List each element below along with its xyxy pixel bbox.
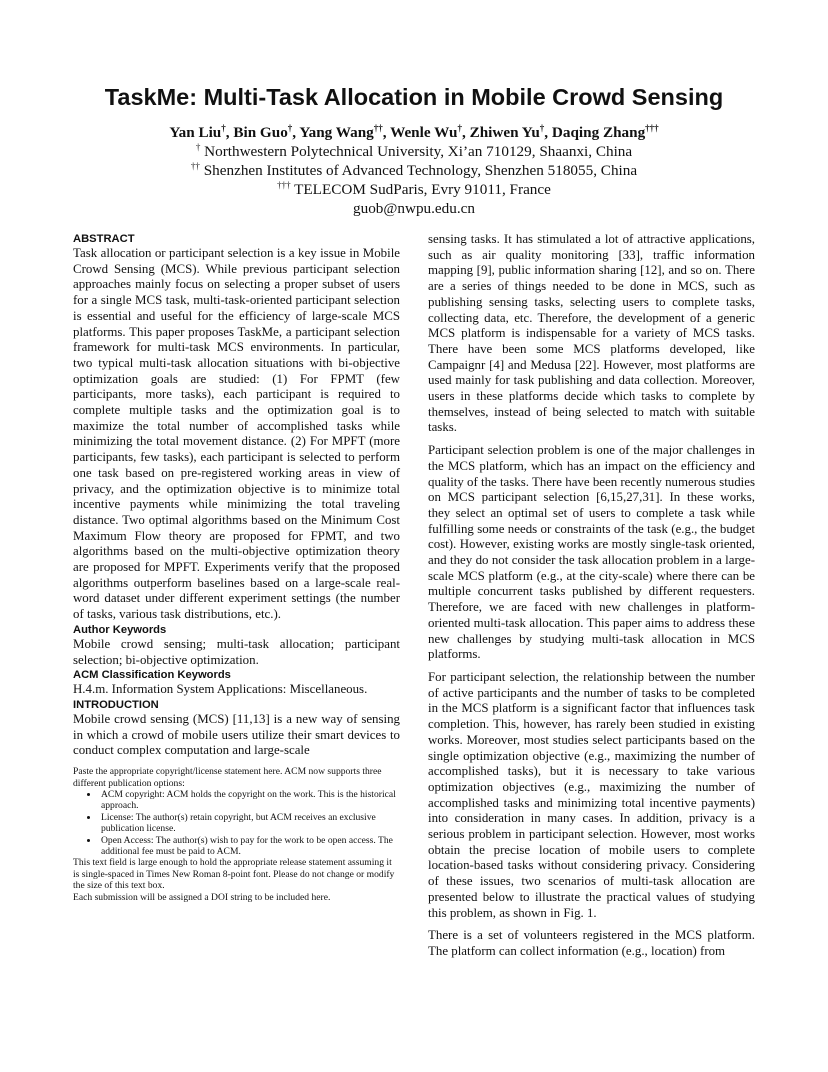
author-name: Zhiwen Yu [469, 124, 540, 141]
paper-title: TaskMe: Multi-Task Allocation in Mobile Crowd Sensing [104, 84, 724, 110]
acm-heading: ACM Classification Keywords [73, 669, 231, 682]
author-mark: † [457, 123, 462, 133]
abstract-text: Task allocation or participant selection is a key issue in Mobile Crowd Sensing (MCS). While previous participant selection approaches mainly focus on selecting a proper subset of users for a single MCS task, multi-task-oriented participant selection is essential and useful for the efficiency of large-scale MCS platforms. This paper proposes TaskMe, a participant selection framework for multi-task MCS environments. In particular, two typical multi-task allocation situations with bi-objective optimization goals are studied: (1) For FPMT (few participants, more tasks), each participant is required to complete multiple tasks and the optimization goal is to maximize the total number of accomplished tasks while minimizing the total movement distance. (2) For MPFT (more participants, few tasks), each participant is selected to perform one task based on pre-registered working areas in view of privacy, and the optimization objective is to minimize total incentive payments while minimizing the total traveling distance. Two optimal algorithms based on the Minimum Cost Maximum Flow theory are proposed for FPMT, and two algorithms based on the multi-objective optimization theory are proposed for MPFT. Experiments verify that the proposed algorithms outperform baselines based on a large-scale real-word dataset under different experiment settings (the number of tasks, various task distributions, etc.). [73, 246, 400, 622]
affiliation-text: Northwestern Polytechnical University, Xi’an 710129, Shaanxi, China [200, 143, 633, 160]
paragraph: There is a set of volunteers registered in the MCS platform. The platform can collect information (e.g., location) from [428, 928, 755, 958]
affiliation-1 [0, 143, 828, 161]
author-name: Bin Guo [233, 124, 288, 141]
author-mark: ††† [645, 123, 659, 133]
affiliation-mark: † [195, 142, 201, 152]
copyright-doi: Each submission will be assigned a DOI string to be included here. [73, 891, 331, 903]
copyright-note: This text field is large enough to hold the appropriate release statement assuming it is single-spaced in Times New Roman 8-point font. Please do not change or modify the size of this text box. [73, 857, 395, 892]
author-list: Yan Liu†, Bin Guo†, Yang Wang††, Wenle Wu†, Zhiwen Yu†, Daqing Zhang††† [169, 123, 659, 141]
author-mark: † [287, 123, 293, 133]
author-mark: † [539, 123, 545, 133]
keywords-text: Mobile crowd sensing; multi-task allocation; participant selection; bi-objective optimization. [73, 636, 400, 667]
copyright-option: • License: The author(s) retain copyright, but ACM receives an exclusive publication license. [99, 812, 400, 835]
affiliation-mark: †† [190, 161, 200, 171]
author-name: Yan Liu [169, 124, 222, 141]
affiliation-text: Shenzhen Institutes of Advanced Technology, Shenzhen 518055, China [199, 162, 638, 179]
paragraph: Participant selection problem is one of the major challenges in the MCS platform, which has an impact on the efficiency and quality of the tasks. There have been recently numerous studies on MCS participant selection [6,15,27,31]. In these works, they select an optimal set of users to complete a task while fulfilling some needs or constraints of the task (e.g., the budget cost). However, existing works are mostly single-task oriented, and they do not consider the task allocation problem in a large-scale MCS platform (e.g., at the city-scale) where there can be multiple concurrent tasks published by different requesters. Therefore, we are faced with new challenges in platform-oriented multi-task allocation. This paper aims to address these new challenges by studying multi-task allocation in MCS platforms. [428, 443, 755, 662]
author-email: guob@nwpu.edu.cn [353, 200, 475, 217]
author-mark: †† [373, 123, 383, 133]
author-name: Yang Wang [299, 124, 374, 141]
copyright-option: • ACM copyright: ACM holds the copyright on the work. This is the historical approach. [99, 789, 400, 812]
author-name: Daqing Zhang [551, 124, 646, 141]
copyright-options [73, 789, 400, 857]
acm-text: H.4.m. Information System Applications: Miscellaneous. [73, 682, 368, 697]
copyright-option: • Open Access: The author(s) wish to pay for the work to be open access. The additional fee must be paid to ACM. [99, 835, 400, 858]
author-name: Wenle Wu [390, 124, 458, 141]
affiliation-2 [0, 162, 828, 180]
introduction-text: Mobile crowd sensing (MCS) [11,13] is a new way of sensing in which a crowd of mobile users utilize their smart devices to conduct complex computation and large-scale [73, 711, 400, 758]
affiliation-text: TELECOM SudParis, Evry 91011, France [290, 181, 551, 198]
affiliation-3 [0, 181, 828, 199]
abstract-heading: ABSTRACT [73, 233, 135, 245]
copyright-intro: Paste the appropriate copyright/license statement here. ACM now supports three different publication options: [73, 766, 382, 789]
paragraph: For participant selection, the relationship between the number of active participants and the number of tasks to be completed in the MCS platform is a significant factor that influences task completion. This, however, has rarely been studied in existing works. Moreover, most studies select participants based on the single optimization objective (e.g., maximizing the number of accomplished tasks), but it is necessary to take various optimization objectives (e.g., maximizing the number of accomplished tasks and minimizing total incentive payments) into consideration in many cases. In addition, privacy is a serious problem in participant selection. However, most works obtain the precise location of mobile users to complete location-based tasks without considering privacy. Considering of these issues, two scenarios of multi-task allocation are presented below to illustrate the practical values of studying this problem, as shown in Fig. 1. [428, 669, 755, 920]
left-column [73, 232, 400, 903]
right-column [428, 232, 755, 960]
affiliation-mark: ††† [277, 180, 291, 190]
author-mark: † [221, 123, 226, 133]
introduction-heading: INTRODUCTION [73, 698, 159, 711]
copyright-box [73, 766, 400, 903]
paragraph: sensing tasks. It has stimulated a lot of attractive applications, such as air quality monitoring [33], traffic information mapping [9], public information sharing [12], and so on. There are a series of things needed to be done in MCS, such as publishing sensing tasks, selecting users to complete tasks, collecting data, etc. Therefore, the development of a generic MCS platform is indispensable for a variety of MCS tasks. There have been some MCS platforms developed, like Campaignr [4] and Medusa [22]. However, most platforms are used mainly for task publishing and data collection. Moreover, users in these platforms decide which tasks to complete by themselves, instead of being selected to match with suitable tasks. [428, 232, 755, 435]
keywords-heading: Author Keywords [73, 623, 167, 636]
